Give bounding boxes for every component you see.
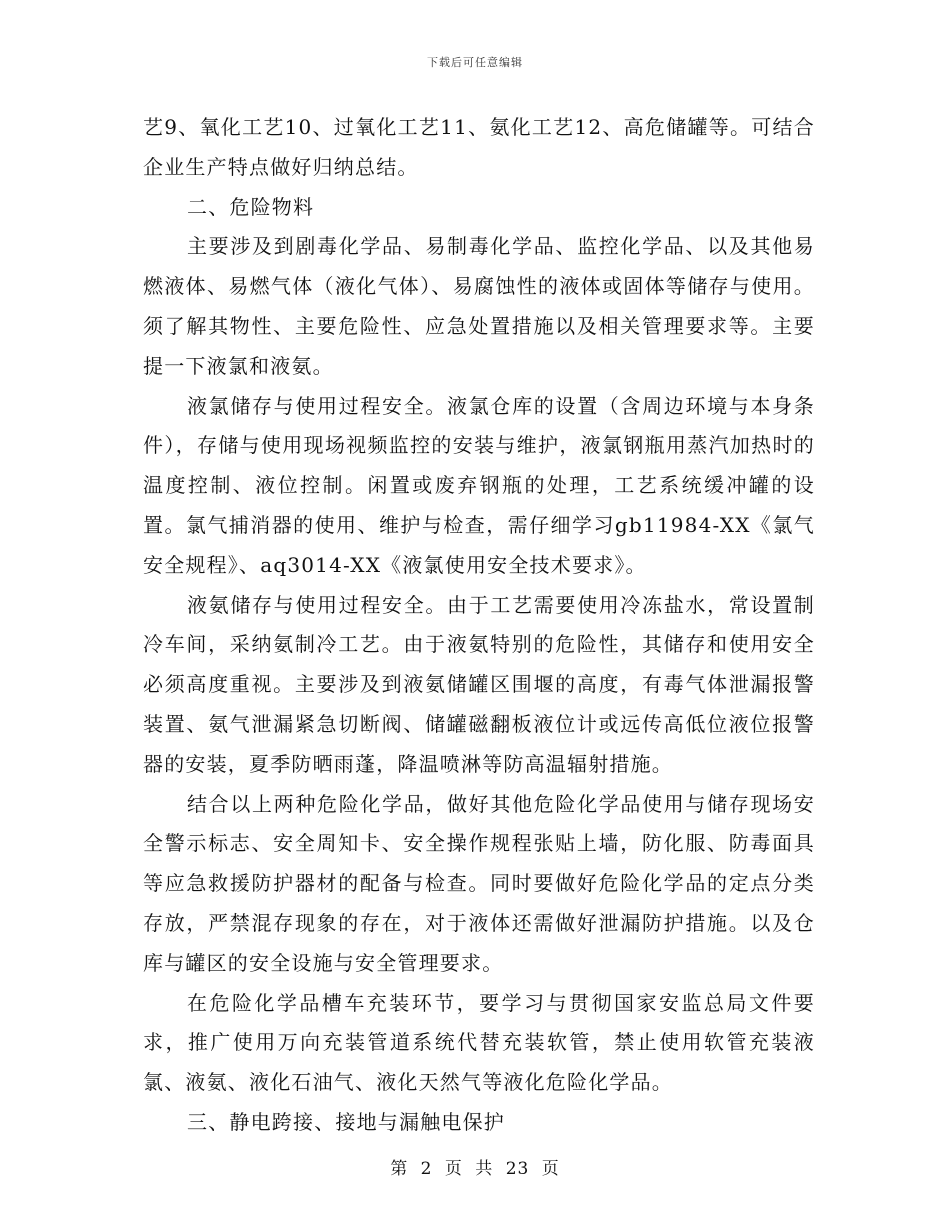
paragraph-liquid-chlorine: 液氯储存与使用过程安全。液氯仓库的设置（含周边环境与本身条件），存储与使用现场视频监控的安装与维护，液氯钢瓶用蒸汽加热时的温度控制、液位控制。闲置或废弃钢瓶的处理，工艺系统缓冲罐的设置。氯气捕消器的使用、维护与检查，需仔细学习gb11984-XX《氯气安全规程》、aq3014-XX《液氯使用安全技术要求》。 xyxy=(143,393,815,577)
paragraph-tanker-filling: 在危险化学品槽车充装环节，要学习与贯彻国家安监总局文件要求，推广使用万向充装管道系统代替充装软管，禁止使用软管充装液氯、液氨、液化石油气、液化天然气等液化危险化学品。 xyxy=(143,990,815,1095)
paragraph-liquid-ammonia: 液氨储存与使用过程安全。由于工艺需要使用冷冻盐水，常设置制冷车间，采纳氨制冷工艺。由于液氨特别的危险性，其储存和使用安全必须高度重视。主要涉及到液氨储罐区围堰的高度，有毒气体泄漏报警装置、氨气泄漏紧急切断阀、储罐磁翻板液位计或远传高低位液位报警器的安装，夏季防晒雨蓬，降温喷淋等防高温辐射措施。 xyxy=(143,592,815,776)
page-number-footer: 第 2 页 共 23 页 xyxy=(390,1159,560,1179)
paragraph-other-chemicals: 结合以上两种危险化学品，做好其他危险化学品使用与储存现场安全警示标志、安全周知卡、安全操作规程张贴上墙，防化服、防毒面具等应急救援防护器材的配备与检查。同时要做好危险化学品的定点分类存放，严禁混存现象的存在，对于液体还需做好泄漏防护措施。以及仓库与罐区的安全设施与安全管理要求。 xyxy=(143,791,815,975)
section-heading-hazardous-materials: 二、危险物料 xyxy=(187,194,315,219)
document-body xyxy=(143,108,815,1143)
page-header: 下载后可任意编辑 xyxy=(427,56,523,69)
paragraph-materials-overview: 主要涉及到剧毒化学品、易制毒化学品、监控化学品、以及其他易燃液体、易燃气体（液化气体）、易腐蚀性的液体或固体等储存与使用。须了解其物性、主要危险性、应急处置措施以及相关管理要求等。主要提一下液氯和液氨。 xyxy=(143,234,815,378)
section-heading-static-grounding: 三、静电跨接、接地与漏触电保护 xyxy=(187,1109,505,1134)
paragraph-continuation: 艺9、氧化工艺10、过氧化工艺11、氨化工艺12、高危储罐等。可结合企业生产特点做好归纳总结。 xyxy=(143,115,815,179)
